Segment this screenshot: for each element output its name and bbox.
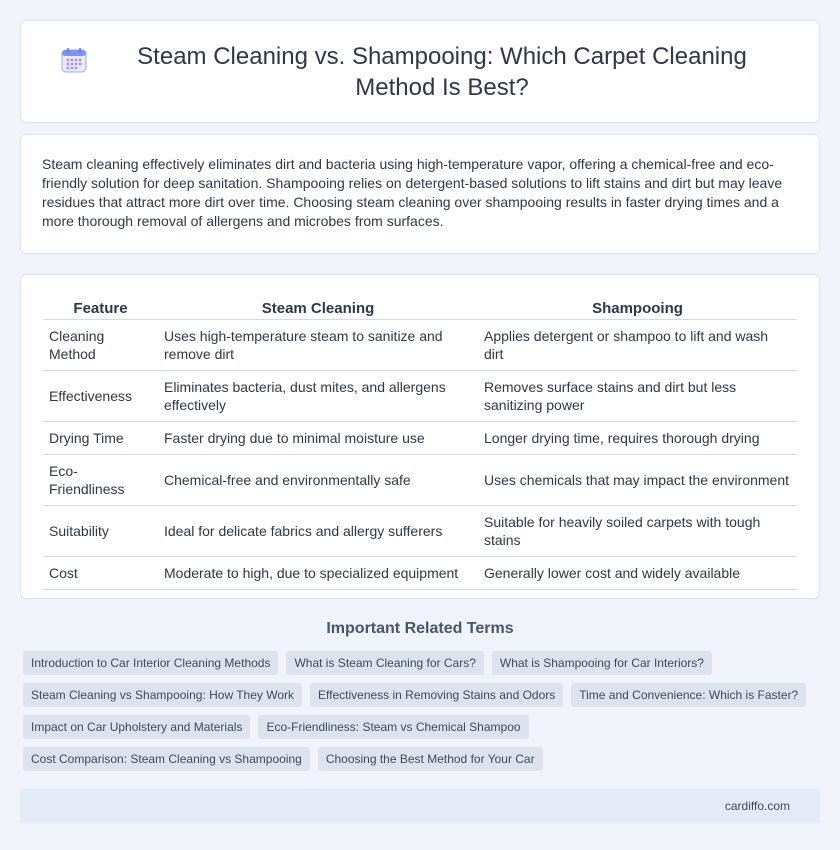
calendar-icon xyxy=(61,47,87,73)
table-row xyxy=(43,320,797,371)
footer-site-name: cardiffo.com xyxy=(724,799,790,813)
shampoo-cell: Longer drying time, requires thorough drying xyxy=(478,422,797,455)
steam-cell: Ideal for delicate fabrics and allergy sufferers xyxy=(158,506,478,557)
steam-cell: Moderate to high, due to specialized equipment xyxy=(158,557,478,590)
comparison-table xyxy=(43,297,797,590)
shampoo-cell: Generally lower cost and widely available xyxy=(478,557,797,590)
steam-cell: Chemical-free and environmentally safe xyxy=(158,455,478,506)
feature-cell: Cleaning Method xyxy=(43,320,158,371)
footer xyxy=(20,789,820,823)
related-terms-list xyxy=(23,651,820,779)
related-term-tag[interactable]: Choosing the Best Method for Your Car xyxy=(318,747,543,771)
related-term-tag[interactable]: What is Shampooing for Car Interiors? xyxy=(492,651,712,675)
shampoo-cell: Applies detergent or shampoo to lift and wash dirt xyxy=(478,320,797,371)
intro-paragraph: Steam cleaning effectively eliminates dirt and bacteria using high-temperature vapor, offering a chemical-free and eco-friendly solution for deep sanitation. Shampooing relies on detergent-based solutions to lift stains and dirt but may leave residues that attract more dirt over time. Choosing steam cleaning over shampooing results in faster drying times and a more thorough removal of allergens and microbes from surfaces. xyxy=(42,156,783,229)
header-feature: Feature xyxy=(43,297,158,320)
steam-cell: Uses high-temperature steam to sanitize and remove dirt xyxy=(158,320,478,371)
header-card xyxy=(20,20,820,123)
table-header-row xyxy=(43,297,797,320)
related-term-tag[interactable]: Cost Comparison: Steam Cleaning vs Shampooing xyxy=(23,747,310,771)
intro-card xyxy=(20,134,820,254)
related-term-tag[interactable]: Introduction to Car Interior Cleaning Methods xyxy=(23,651,278,675)
feature-cell: Effectiveness xyxy=(43,371,158,422)
page-title: Steam Cleaning vs. Shampooing: Which Carpet Cleaning Method Is Best? xyxy=(137,42,747,101)
related-terms-title: Important Related Terms xyxy=(326,620,514,637)
table-row xyxy=(43,455,797,506)
related-term-tag[interactable]: Impact on Car Upholstery and Materials xyxy=(23,715,250,739)
table-row xyxy=(43,506,797,557)
feature-cell: Cost xyxy=(43,557,158,590)
related-term-tag[interactable]: What is Steam Cleaning for Cars? xyxy=(286,651,483,675)
shampoo-cell: Suitable for heavily soiled carpets with tough stains xyxy=(478,506,797,557)
shampoo-cell: Removes surface stains and dirt but less sanitizing power xyxy=(478,371,797,422)
related-term-tag[interactable]: Time and Convenience: Which is Faster? xyxy=(571,683,806,707)
feature-cell: Suitability xyxy=(43,506,158,557)
comparison-card xyxy=(20,274,820,599)
header-shampooing: Shampooing xyxy=(478,297,797,320)
related-term-tag[interactable]: Steam Cleaning vs Shampooing: How They Work xyxy=(23,683,302,707)
shampoo-cell: Uses chemicals that may impact the environment xyxy=(478,455,797,506)
steam-cell: Eliminates bacteria, dust mites, and allergens effectively xyxy=(158,371,478,422)
table-row xyxy=(43,422,797,455)
related-term-tag[interactable]: Eco-Friendliness: Steam vs Chemical Shampoo xyxy=(258,715,528,739)
related-term-tag[interactable]: Effectiveness in Removing Stains and Odors xyxy=(310,683,563,707)
table-row xyxy=(43,371,797,422)
feature-cell: Drying Time xyxy=(43,422,158,455)
feature-cell: Eco-Friendliness xyxy=(43,455,158,506)
steam-cell: Faster drying due to minimal moisture use xyxy=(158,422,478,455)
table-row xyxy=(43,557,797,590)
header-steam-cleaning: Steam Cleaning xyxy=(158,297,478,320)
